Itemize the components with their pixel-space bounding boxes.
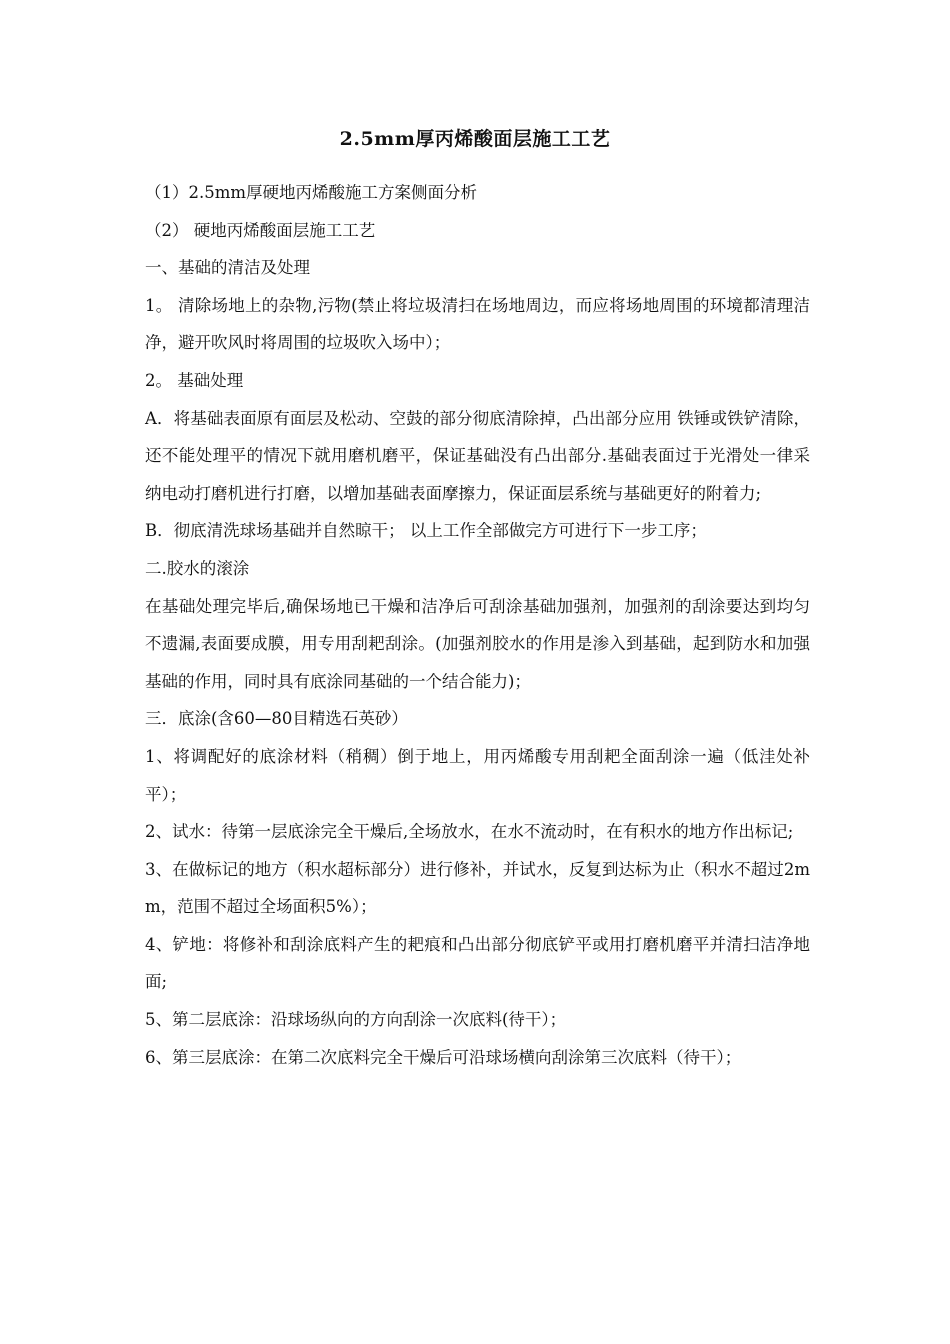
document-body bbox=[145, 174, 810, 1076]
paragraph: B．彻底清洗球场基础并自然晾干； 以上工作全部做完方可进行下一步工序； bbox=[145, 521, 707, 541]
paragraph: 6、第三层底涂：在第二次底料完全干燥后可沿球场横向刮涂第三次底料（待干）； bbox=[145, 1047, 742, 1067]
section-heading: 二.胶水的滚涂 bbox=[145, 558, 250, 578]
paragraph: 1。 清除场地上的杂物,污物(禁止将垃圾清扫在场地周边，而应将场地周围的环境都清理洁净，避开吹风时将周围的垃圾吹入场中）； bbox=[145, 295, 810, 353]
paragraph: 在基础处理完毕后,确保场地已干燥和洁净后可刮涂基础加强剂，加强剂的刮涂要达到均匀不遗漏,表面要成膜，用专用刮耙刮涂。(加强剂胶水的作用是渗入到基础，起到防水和加强基础的作用，同时具有底涂同基础的一个结合能力)； bbox=[145, 596, 810, 691]
paragraph: 5、第二层底涂：沿球场纵向的方向刮涂一次底料(待干）； bbox=[145, 1010, 567, 1030]
paragraph: 4、铲地：将修补和刮涂底料产生的耙痕和凸出部分彻底铲平或用打磨机磨平并清扫洁净地面; bbox=[145, 934, 810, 992]
paragraph: 3、在做标记的地方（积水超标部分）进行修补，并试水，反复到达标为止（积水不超过2mm，范围不超过全场面积5%）； bbox=[145, 859, 810, 917]
paragraph: 2。 基础处理 bbox=[145, 370, 244, 390]
paragraph: （1）2.5mm厚硬地丙烯酸施工方案侧面分析 bbox=[145, 183, 478, 202]
paragraph: 2、试水：待第一层底涂完全干燥后,全场放水，在水不流动时，在有积水的地方作出标记; bbox=[145, 822, 794, 842]
section-heading: 三．底涂(含60—80目精选石英砂） bbox=[145, 709, 408, 729]
section-heading: 一、基础的清洁及处理 bbox=[145, 258, 310, 278]
paragraph: 1、将调配好的底涂材料（稍稠）倒于地上，用丙烯酸专用刮耙全面刮涂一遍（低洼处补平）； bbox=[145, 746, 810, 804]
paragraph: A．将基础表面原有面层及松动、空鼓的部分彻底清除掉，凸出部分应用 铁锤或铁铲清除，还不能处理平的情况下就用磨机磨平，保证基础没有凸出部分.基础表面过于光滑处一律采纳电动打磨机进行打磨，以增加基础表面摩擦力，保证面层系统与基础更好的附着力; bbox=[145, 408, 810, 503]
document-title: 2.5mm厚丙烯酸面层施工工艺 bbox=[339, 128, 611, 150]
paragraph: （2） 硬地丙烯酸面层施工工艺 bbox=[145, 220, 376, 240]
